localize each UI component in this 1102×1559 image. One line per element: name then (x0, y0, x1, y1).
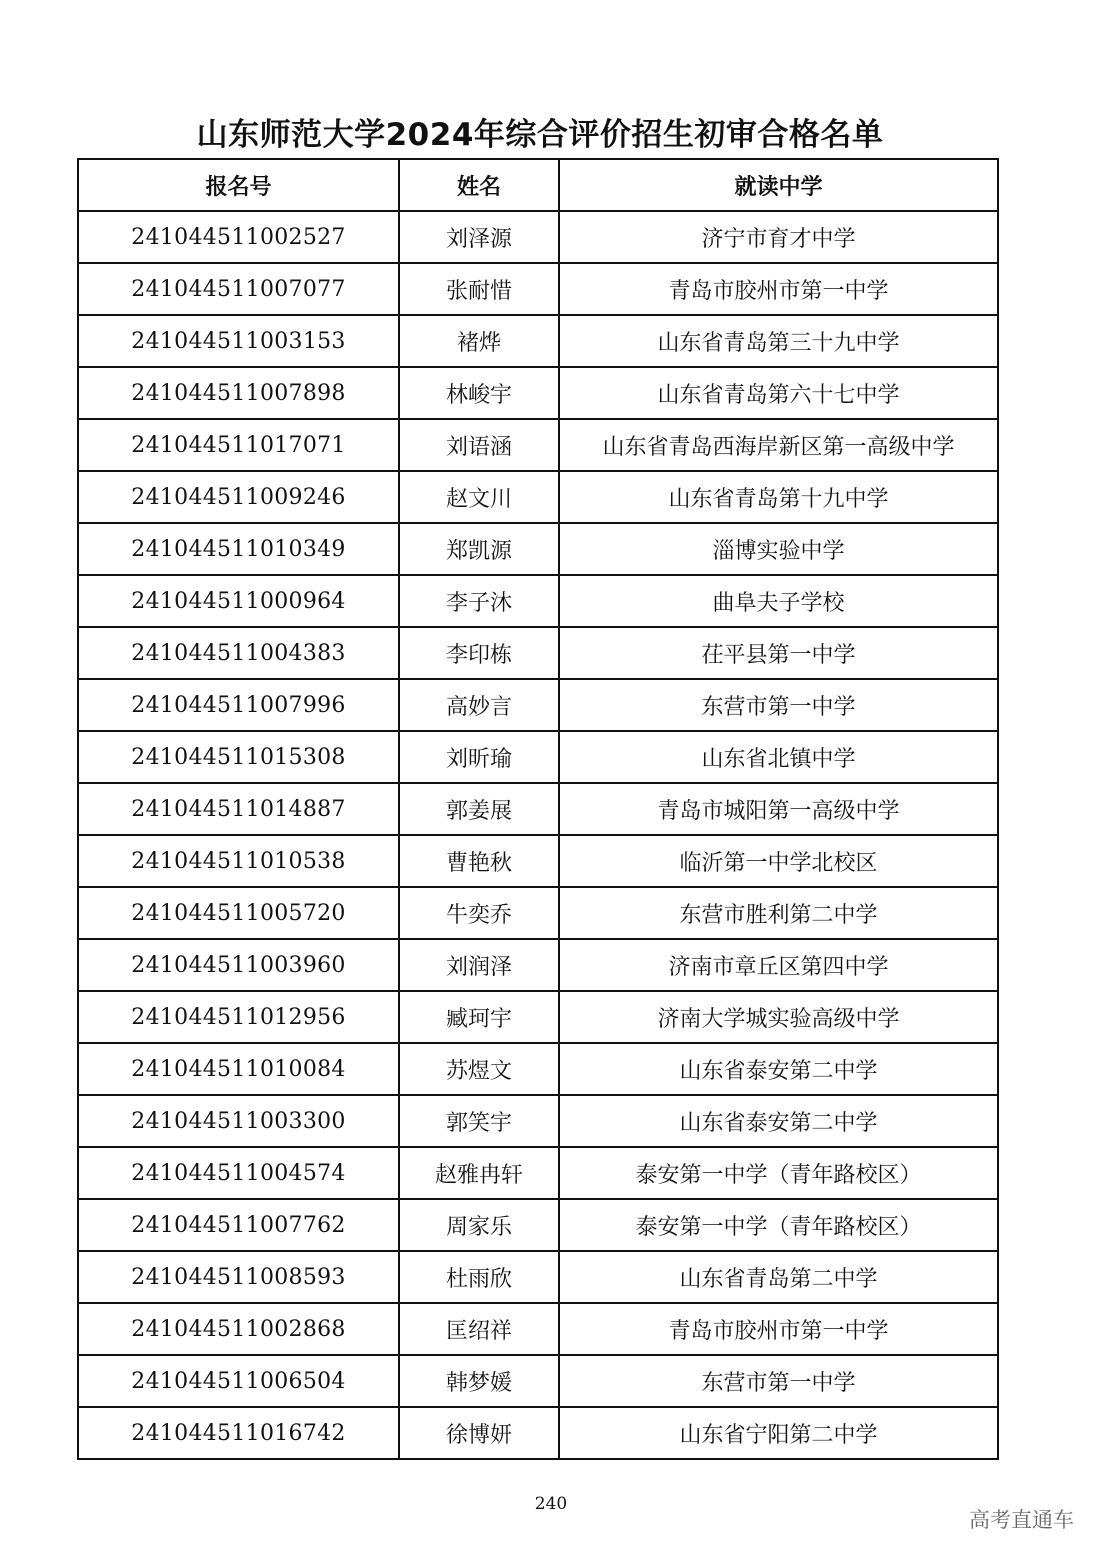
table-row (78, 991, 998, 1043)
registration-number-cell: 241044511014887 (78, 783, 399, 835)
registration-number-cell: 241044511000964 (78, 575, 399, 627)
school-name-cell: 山东省青岛第二中学 (559, 1251, 998, 1303)
registration-number-cell: 241044511015308 (78, 731, 399, 783)
table-row (78, 211, 998, 263)
table-row (78, 523, 998, 575)
registration-number-cell: 241044511009246 (78, 471, 399, 523)
school-name-cell: 临沂第一中学北校区 (559, 835, 998, 887)
student-name-cell: 刘泽源 (399, 211, 559, 263)
school-name-cell: 山东省青岛第三十九中学 (559, 315, 998, 367)
registration-number-cell: 241044511007996 (78, 679, 399, 731)
school-name-cell: 山东省宁阳第二中学 (559, 1407, 998, 1459)
registration-number-cell: 241044511017071 (78, 419, 399, 471)
registration-number-cell: 241044511010538 (78, 835, 399, 887)
page-number: 240 (534, 1494, 568, 1514)
column-header-name: 姓名 (399, 159, 559, 211)
table-row (78, 315, 998, 367)
student-name-cell: 徐博妍 (399, 1407, 559, 1459)
student-name-cell: 张耐惜 (399, 263, 559, 315)
registration-number-cell: 241044511003300 (78, 1095, 399, 1147)
table-row (78, 575, 998, 627)
table-row (78, 1147, 998, 1199)
table-row (78, 1407, 998, 1459)
table-row (78, 1043, 998, 1095)
school-name-cell: 山东省泰安第二中学 (559, 1095, 998, 1147)
student-name-cell: 郑凯源 (399, 523, 559, 575)
table-row (78, 1303, 998, 1355)
school-name-cell: 济宁市育才中学 (559, 211, 998, 263)
registration-number-cell: 241044511003153 (78, 315, 399, 367)
table-row (78, 471, 998, 523)
school-name-cell: 青岛市胶州市第一中学 (559, 263, 998, 315)
school-name-cell: 山东省青岛第六十七中学 (559, 367, 998, 419)
watermark-text: 高考直通车 (969, 1508, 1074, 1532)
registration-number-cell: 241044511010084 (78, 1043, 399, 1095)
student-name-cell: 臧珂宇 (399, 991, 559, 1043)
school-name-cell: 泰安第一中学（青年路校区） (559, 1147, 998, 1199)
student-name-cell: 匡绍祥 (399, 1303, 559, 1355)
school-name-cell: 山东省青岛第十九中学 (559, 471, 998, 523)
student-name-cell: 周家乐 (399, 1199, 559, 1251)
registration-number-cell: 241044511008593 (78, 1251, 399, 1303)
table-row (78, 731, 998, 783)
column-header-school: 就读中学 (559, 159, 998, 211)
school-name-cell: 淄博实验中学 (559, 523, 998, 575)
column-header-id: 报名号 (78, 159, 399, 211)
student-name-cell: 李子沐 (399, 575, 559, 627)
registration-number-cell: 241044511006504 (78, 1355, 399, 1407)
student-name-cell: 曹艳秋 (399, 835, 559, 887)
page-title: 山东师范大学2024年综合评价招生初审合格名单 (196, 117, 884, 153)
registration-number-cell: 241044511002868 (78, 1303, 399, 1355)
student-name-cell: 牛奕乔 (399, 887, 559, 939)
student-name-cell: 林峻宇 (399, 367, 559, 419)
table-row (78, 783, 998, 835)
student-name-cell: 韩梦媛 (399, 1355, 559, 1407)
table-row (78, 1355, 998, 1407)
school-name-cell: 青岛市胶州市第一中学 (559, 1303, 998, 1355)
registration-number-cell: 241044511003960 (78, 939, 399, 991)
student-name-cell: 赵雅冉轩 (399, 1147, 559, 1199)
registration-number-cell: 241044511004383 (78, 627, 399, 679)
table-row (78, 627, 998, 679)
table-row (78, 263, 998, 315)
student-name-cell: 郭笑宇 (399, 1095, 559, 1147)
student-name-cell: 李印栋 (399, 627, 559, 679)
school-name-cell: 山东省泰安第二中学 (559, 1043, 998, 1095)
school-name-cell: 茌平县第一中学 (559, 627, 998, 679)
registration-number-cell: 241044511002527 (78, 211, 399, 263)
table-row (78, 419, 998, 471)
student-name-cell: 褚烨 (399, 315, 559, 367)
student-name-cell: 刘昕瑜 (399, 731, 559, 783)
student-name-cell: 刘润泽 (399, 939, 559, 991)
school-name-cell: 山东省北镇中学 (559, 731, 998, 783)
school-name-cell: 东营市第一中学 (559, 1355, 998, 1407)
table-row (78, 679, 998, 731)
registration-number-cell: 241044511004574 (78, 1147, 399, 1199)
table-row (78, 939, 998, 991)
registration-number-cell: 241044511007898 (78, 367, 399, 419)
registration-number-cell: 241044511012956 (78, 991, 399, 1043)
student-name-cell: 苏煜文 (399, 1043, 559, 1095)
school-name-cell: 济南大学城实验高级中学 (559, 991, 998, 1043)
table-row (78, 1199, 998, 1251)
student-name-cell: 赵文川 (399, 471, 559, 523)
table-header-row (78, 159, 998, 211)
registration-number-cell: 241044511007077 (78, 263, 399, 315)
student-name-cell: 杜雨欣 (399, 1251, 559, 1303)
student-name-cell: 刘语涵 (399, 419, 559, 471)
table-row (78, 1095, 998, 1147)
table-body (78, 211, 998, 1459)
registration-number-cell: 241044511010349 (78, 523, 399, 575)
table-row (78, 835, 998, 887)
school-name-cell: 曲阜夫子学校 (559, 575, 998, 627)
school-name-cell: 东营市第一中学 (559, 679, 998, 731)
school-name-cell: 东营市胜利第二中学 (559, 887, 998, 939)
student-name-cell: 郭姜展 (399, 783, 559, 835)
school-name-cell: 青岛市城阳第一高级中学 (559, 783, 998, 835)
table-row (78, 367, 998, 419)
school-name-cell: 泰安第一中学（青年路校区） (559, 1199, 998, 1251)
table-row (78, 887, 998, 939)
school-name-cell: 山东省青岛西海岸新区第一高级中学 (559, 419, 998, 471)
school-name-cell: 济南市章丘区第四中学 (559, 939, 998, 991)
registration-number-cell: 241044511016742 (78, 1407, 399, 1459)
admission-list-table (77, 158, 999, 1460)
registration-number-cell: 241044511007762 (78, 1199, 399, 1251)
student-name-cell: 高妙言 (399, 679, 559, 731)
table-row (78, 1251, 998, 1303)
registration-number-cell: 241044511005720 (78, 887, 399, 939)
